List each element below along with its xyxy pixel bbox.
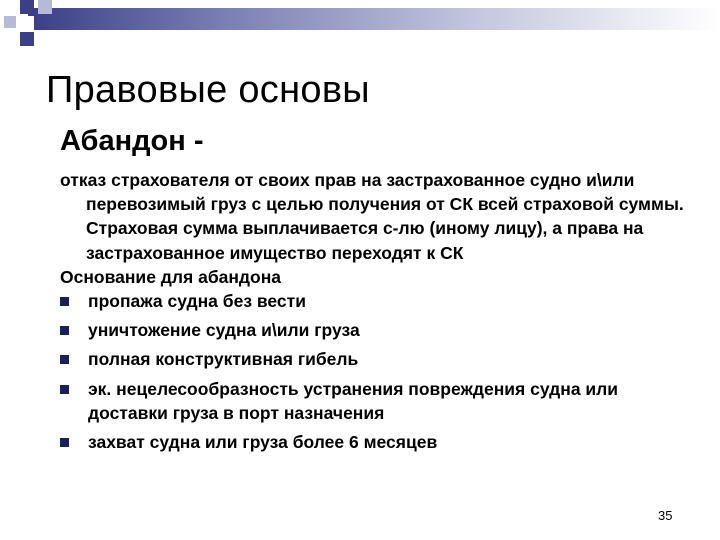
header-decoration-band xyxy=(28,8,720,30)
list-item xyxy=(60,430,700,454)
basis-heading: Основание для абандона xyxy=(60,266,282,287)
page-number: 35 xyxy=(658,508,673,523)
header-decoration-square xyxy=(20,0,34,14)
header-decoration-square xyxy=(20,32,34,46)
list-item-text: уничтожение судна и\или груза xyxy=(88,320,360,341)
list-item-text: эк. нецелесообразность устранения повреждения судна или доставки груза в порт назначения xyxy=(88,378,619,423)
list-item-text: полная конструктивная гибель xyxy=(88,349,359,370)
header-decoration-square xyxy=(38,0,52,14)
list-item xyxy=(60,318,700,342)
header-decoration-square xyxy=(22,16,34,30)
list-item-text: захват судна или груза более 6 месяцев xyxy=(88,432,438,453)
square-bullet-icon xyxy=(60,326,69,335)
square-bullet-icon xyxy=(60,438,69,447)
slide-title: Правовые основы xyxy=(46,69,370,111)
square-bullet-icon xyxy=(60,385,69,394)
list-item xyxy=(60,289,700,313)
list-item-text: пропажа судна без вести xyxy=(88,291,306,312)
list-item xyxy=(60,377,700,425)
slide-body xyxy=(60,168,700,459)
definition-text: отказ страхователя от своих прав на застрахованное судно и\или перевозимый груз с целью получения от СК всей страховой суммы. Страховая сумма выплачивается с-лю (иному лицу), а права на застрахованное имущество переходят к СК xyxy=(60,170,684,263)
square-bullet-icon xyxy=(60,355,69,364)
square-bullet-icon xyxy=(60,297,69,306)
basis-list xyxy=(60,289,700,454)
slide-subtitle: Абандон - xyxy=(60,125,204,157)
header-decoration-square xyxy=(4,16,16,28)
list-item xyxy=(60,347,700,371)
